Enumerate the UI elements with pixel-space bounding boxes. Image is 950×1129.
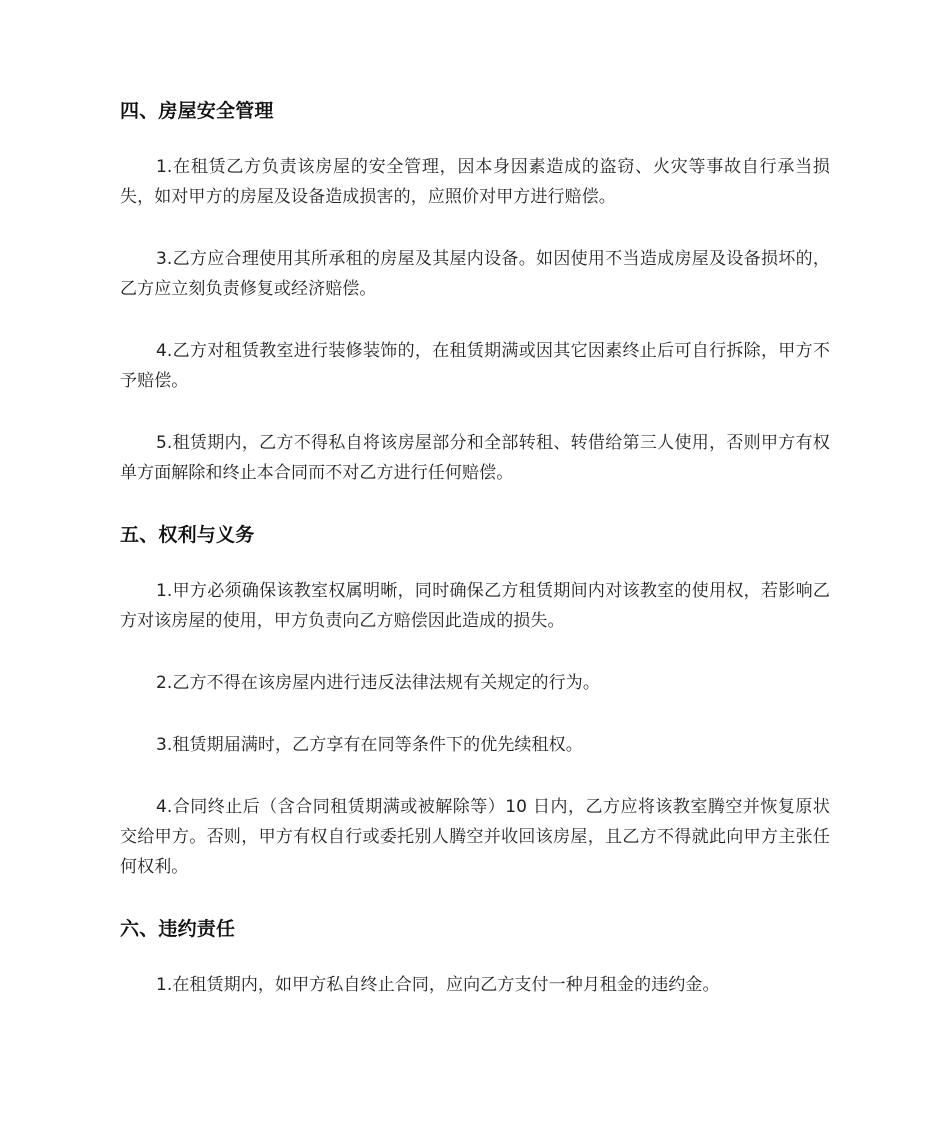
- clause-paragraph: 4.乙方对租赁教室进行装修装饰的，在租赁期满或因其它因素终止后可自行拆除，甲方不予赔偿。: [120, 341, 830, 391]
- clause-paragraph: 1.在租赁期内，如甲方私自终止合同，应向乙方支付一种月租金的违约金。: [156, 975, 720, 995]
- section-title: 五、权利与义务: [120, 524, 255, 546]
- section-breach-liability: [120, 914, 830, 1000]
- section-house-safety: [120, 96, 830, 488]
- section-title: 四、房屋安全管理: [120, 100, 274, 122]
- clause-paragraph: 5.租赁期内，乙方不得私自将该房屋部分和全部转租、转借给第三人使用，否则甲方有权单方面解除和终止本合同而不对乙方进行任何赔偿。: [120, 433, 830, 483]
- section-title: 六、违约责任: [120, 918, 236, 940]
- clause-paragraph: 3.租赁期届满时，乙方享有在同等条件下的优先续租权。: [156, 735, 583, 755]
- clause-paragraph: 4.合同终止后（含合同租赁期满或被解除等）10 日内，乙方应将该教室腾空并恢复原状交给甲方。否则，甲方有权自行或委托别人腾空并收回该房屋，且乙方不得就此向甲方主张任何权利。: [120, 797, 830, 877]
- clause-paragraph: 3.乙方应合理使用其所承租的房屋及其屋内设备。如因使用不当造成房屋及设备损坏的，乙方应立刻负责修复或经济赔偿。: [120, 249, 830, 299]
- clause-paragraph: 1.甲方必须确保该教室权属明晰，同时确保乙方租赁期间内对该教室的使用权，若影响乙方对该房屋的使用，甲方负责向乙方赔偿因此造成的损失。: [120, 581, 830, 631]
- clause-paragraph: 1.在租赁乙方负责该房屋的安全管理，因本身因素造成的盗窃、火灾等事故自行承当损失，如对甲方的房屋及设备造成损害的，应照价对甲方进行赔偿。: [120, 157, 830, 207]
- section-rights-obligations: [120, 520, 830, 882]
- clause-paragraph: 2.乙方不得在该房屋内进行违反法律法规有关规定的行为。: [156, 673, 600, 693]
